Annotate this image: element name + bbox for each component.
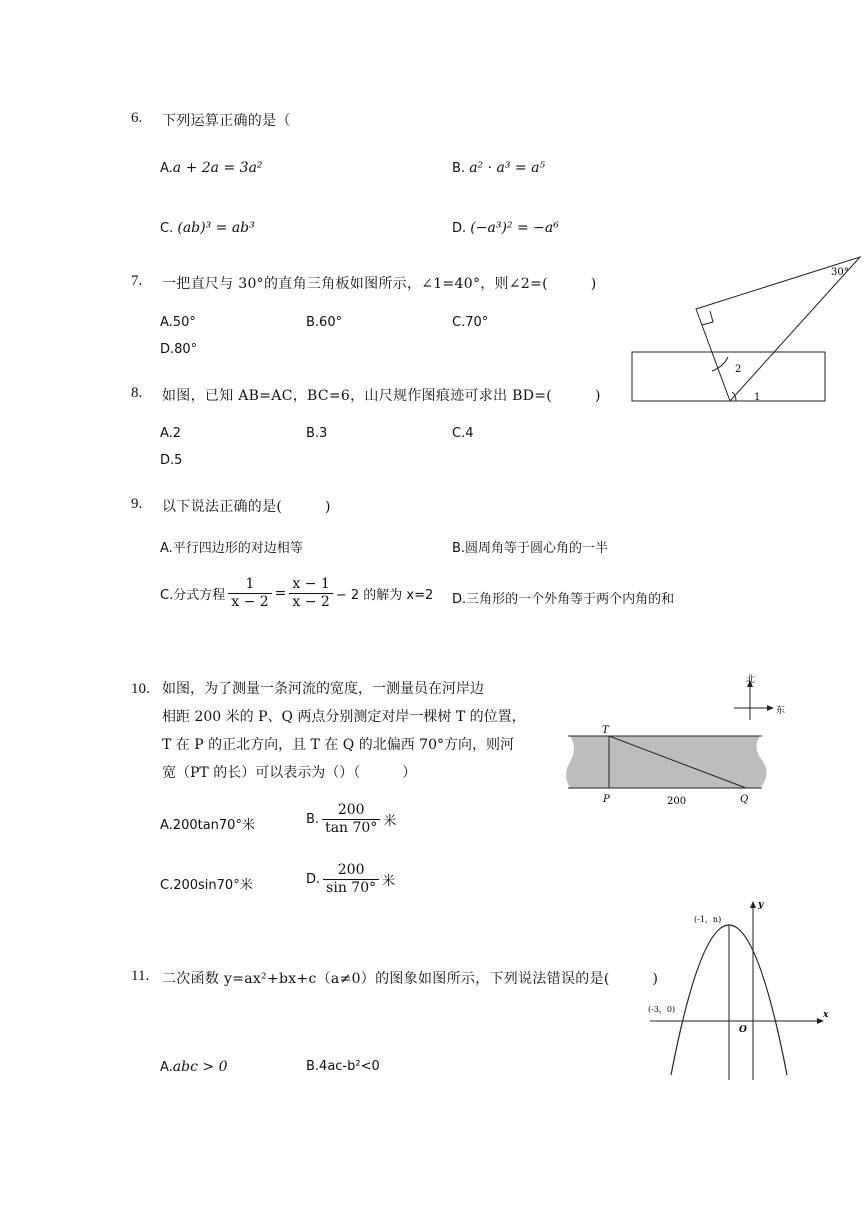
q9-option-c: C.分式方程 $\frac{1}{x - 2}$ = $\frac{x - 1}{x - 2}$ − 2 的解为 x=2	[160, 576, 434, 610]
angle-30-label: 30°	[831, 267, 849, 278]
q10-d-fraction: $\frac{200}{\sin 70^\circ}$	[323, 862, 379, 897]
q6-number: 6.	[131, 110, 143, 126]
origin-label: O	[739, 1025, 747, 1035]
root-label: (-3，0)	[648, 1005, 676, 1014]
q10-option-a: A.200tan70°米	[160, 818, 255, 833]
q10-b-fraction: $\frac{200}{\tan 70^\circ}$	[322, 802, 380, 837]
vertex-label: (-1，n)	[694, 915, 722, 924]
point-t-label: T	[602, 725, 609, 736]
q6-option-d: D. (−a³)² = −a⁶	[452, 220, 559, 236]
q9-fraction-2: $\frac{x - 1}{x - 2}$	[289, 576, 332, 611]
q10-option-c: C.200sin70°米	[160, 878, 253, 893]
q6-option-a: A.a + 2a = 3a²	[160, 160, 263, 176]
q10-line-3: T 在 P 的正北方向，且 T 在 Q 的北偏西 70°方向，则河	[162, 737, 514, 753]
q8-number: 8.	[131, 385, 143, 401]
ruler-shape	[632, 352, 825, 401]
q10-line-1: 如图，为了测量一条河流的宽度，一测量员在河岸边	[162, 681, 484, 697]
q11-stem: 二次函数 y=ax²+bx+c（a≠0）的图象如图所示，下列说法错误的是( )	[162, 971, 659, 987]
q6-stem: 下列运算正确的是（	[162, 113, 291, 129]
east-label: 东	[776, 706, 786, 716]
q10-number: 10.	[131, 681, 150, 697]
q8-option-a: A.2	[160, 426, 182, 441]
river-figure	[560, 670, 790, 810]
q9-option-a: A.平行四边形的对边相等	[160, 541, 303, 556]
q10-option-b: B. $\frac{200}{\tan 70^\circ}$ 米	[306, 802, 397, 836]
q9-option-d: D.三角形的一个外角等于两个内角的和	[452, 592, 675, 607]
q9-fraction-1: $\frac{1}{x - 2}$	[228, 576, 271, 611]
q6-option-c: C. (ab)³ = ab³	[160, 220, 255, 236]
angle-2-label: 2	[735, 364, 742, 375]
q8-option-c: C.4	[452, 426, 474, 441]
north-label: 北	[746, 675, 756, 685]
q9-option-b: B.圆周角等于圆心角的一半	[452, 541, 609, 556]
q9-stem: 以下说法正确的是( )	[162, 499, 331, 515]
right-angle-mark	[702, 311, 713, 325]
river-body	[566, 736, 767, 788]
q6-option-b: B. a² · a³ = a⁵	[452, 160, 546, 176]
q8-option-d: D.5	[160, 453, 183, 468]
q9-number: 9.	[131, 496, 143, 512]
east-arrow-icon	[767, 705, 774, 711]
point-q-label: Q	[740, 794, 749, 805]
angle-1-label: 1	[754, 392, 761, 403]
q7-option-b: B.60°	[306, 315, 343, 330]
q8-option-b: B.3	[306, 426, 328, 441]
q11-option-b: B.4ac-b²<0	[306, 1059, 380, 1074]
q7-option-c: C.70°	[452, 315, 489, 330]
triangle-shape	[696, 257, 860, 401]
q11-number: 11.	[131, 968, 150, 984]
q8-stem: 如图，已知 AB=AC，BC=6，山尺规作图痕迹可求出 BD=( )	[162, 388, 601, 404]
q7-option-a: A.50°	[160, 315, 196, 330]
parabola-figure	[640, 895, 830, 1085]
y-label: y	[758, 900, 764, 910]
q10-line-2: 相距 200 米的 P、Q 两点分别测定对岸一棵树 T 的位置，	[162, 709, 526, 725]
q10-option-d: D. $\frac{200}{\sin 70^\circ}$ 米	[306, 862, 396, 896]
q7-stem: 一把直尺与 30°的直角三角板如图所示，∠1=40°，则∠2=( )	[162, 276, 597, 292]
q10-line-4: 宽（PT 的长）可以表示为（）（ ）	[162, 765, 417, 781]
q7-option-d: D.80°	[160, 342, 198, 357]
ruler-triangle-figure	[628, 253, 868, 408]
q11-option-a: A.abc > 0	[160, 1059, 228, 1075]
point-p-label: P	[603, 794, 610, 805]
q7-number: 7.	[131, 273, 143, 289]
q10-stem	[162, 675, 526, 787]
y-arrow-icon	[750, 901, 756, 908]
distance-label: 200	[667, 796, 687, 807]
x-label: x	[823, 1010, 829, 1020]
